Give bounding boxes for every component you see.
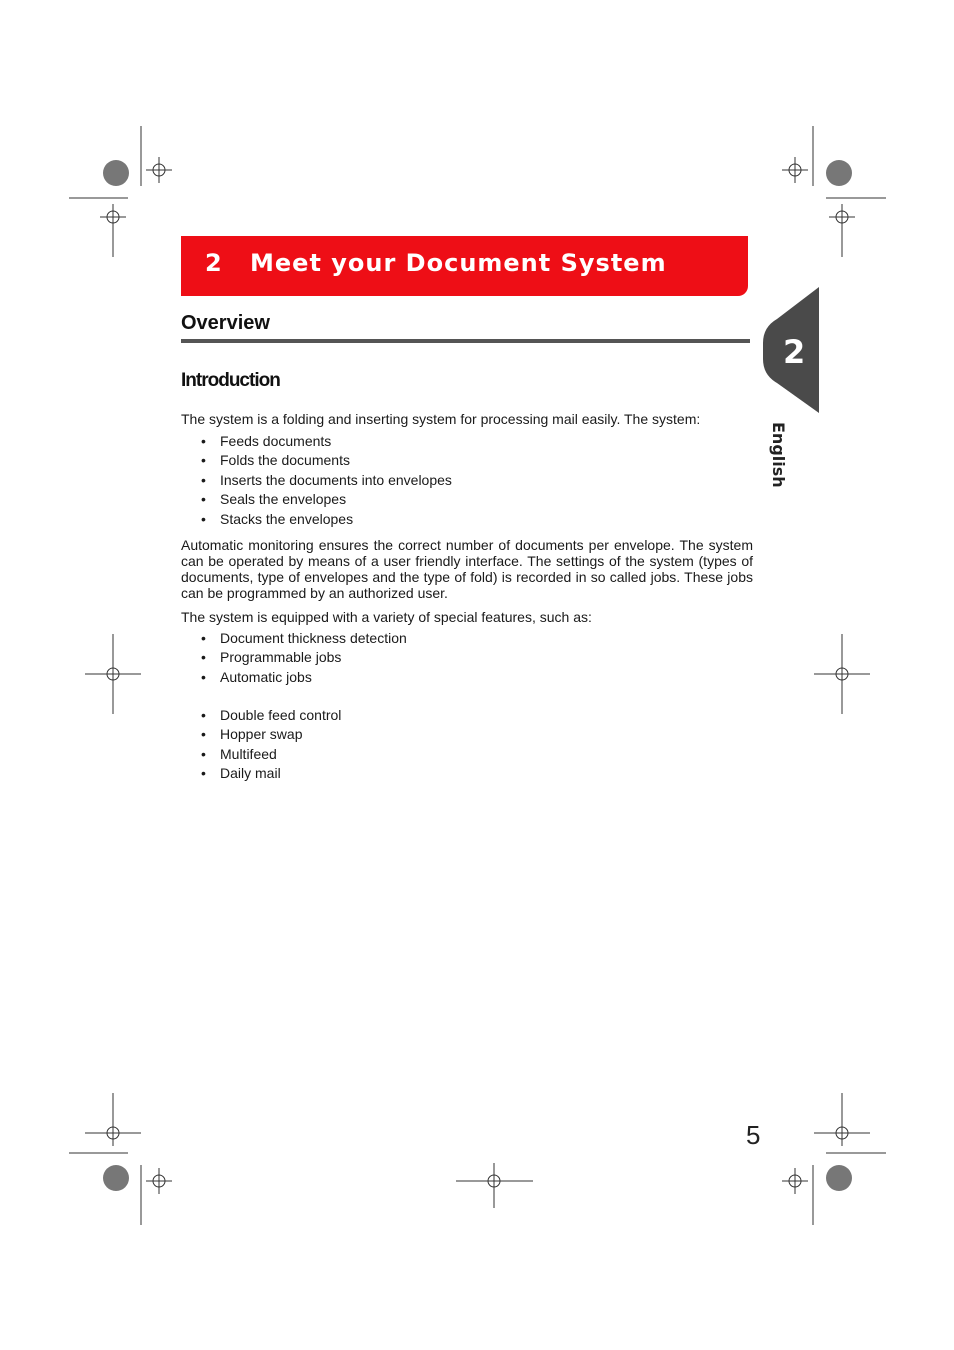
- chapter-banner: [181, 236, 748, 296]
- list-item: • Inserts the documents into envelopes: [201, 471, 452, 488]
- list-item: • Hopper swap: [201, 726, 303, 743]
- side-tab-number: 2: [783, 333, 806, 371]
- list-item: • Daily mail: [201, 765, 281, 782]
- chapter-side-tab: [763, 287, 821, 415]
- language-label: English: [769, 422, 788, 488]
- list-item: • Feeds documents: [201, 433, 332, 449]
- chapter-number: 2: [205, 249, 223, 277]
- list-item: • Document thickness detection: [201, 630, 407, 646]
- chapter-title: Meet your Document System: [250, 249, 667, 277]
- section-title: Overview: [181, 312, 270, 334]
- list-item: • Multifeed: [201, 745, 277, 762]
- features-list-2: [201, 706, 341, 784]
- list-item: • Programmable jobs: [201, 649, 342, 666]
- features-intro: The system is equipped with a variety of special features, such as:: [181, 609, 592, 625]
- list-item: • Folds the documents: [201, 452, 350, 469]
- features-list-1: [201, 629, 407, 687]
- list-item: • Stacks the envelopes: [201, 510, 354, 527]
- monitoring-paragraph: Automatic monitoring ensures the correct number of documents per envelope. The system can be operated by means of a user friendly interface. The settings of the system (types of documents, type of envelopes and the type of fold) is recorded in so called jobs. These jobs can be programmed by an authorized user.: [181, 537, 753, 601]
- section-divider: [181, 339, 750, 343]
- intro-text: The system is a folding and inserting system for processing mail easily. The system:: [181, 411, 701, 427]
- list-item: • Seals the envelopes: [201, 491, 347, 508]
- page-number: 5: [746, 1120, 761, 1150]
- subsection-title: Introduction: [181, 370, 280, 391]
- list-item: • Automatic jobs: [201, 668, 312, 685]
- list-item: • Double feed control: [201, 707, 342, 723]
- system-functions-list: [201, 432, 452, 529]
